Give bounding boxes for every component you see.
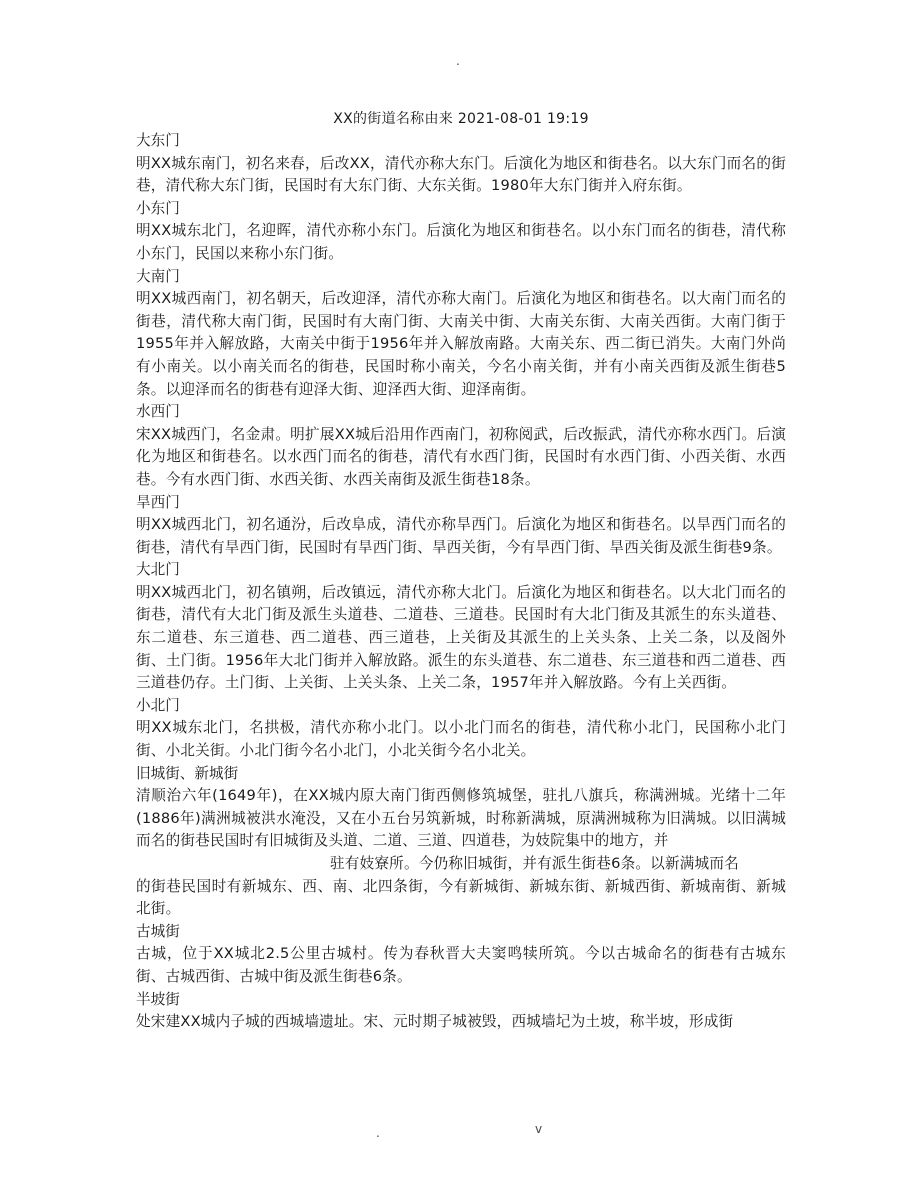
section-paragraph: 明XX城西北门，初名通汾，后改阜成，清代亦称旱西门。后演化为地区和街巷名。以旱西门而名的街巷，清代有旱西门街，民国时有旱西门街、旱西关街，今有旱西门街、旱西关街及派生街巷9条。 [136,516,786,556]
section-paragraph: 明XX城东北门，名拱极，清代亦称小北门。以小北门而名的街巷，清代称小北门，民国称小北门街、小北关街。小北门街今名小北门，小北关街今名小北关。 [136,719,786,760]
section-xiaobeimen [136,695,786,763]
section-paragraph: 明XX城东南门，初名来春，后改XX，清代亦称大东门。后演化为地区和街巷名。以大东门而名的街巷，清代称大东门街，民国时有大东门街、大东关街。1980年大东门街并入府东街。 [136,154,786,195]
footer-mark-right: v [535,1122,543,1136]
section-shuiximen [136,401,786,491]
section-paragraph: 清顺治六年(1649年)，在XX城内原大南门街西侧修筑城堡，驻扎八旗兵，称满洲城。光绪十二年(1886年)满洲城被洪水淹没，又在小五台另筑新城，时称新满城，原满洲城称为旧满城。以旧满城而名的街巷民国时有旧城街及头道、二道、三道、四道巷，为妓院集中的地方，并 [136,787,786,850]
section-paragraph: 明XX城西南门，初名朝天，后改迎泽，清代亦称大南门。后演化为地区和街巷名。以大南门而名的街巷，清代称大南门街，民国时有大南门街、大南关中街、大南关东街、大南关西街。大南门街于1955年并入解放路，大南关中街于1956年并入解放南路。大南关东、西二街已消失。大南门外尚有小南关。以小南关而名的街巷，民国时称小南关，今名小南关街，并有小南关西街及派生街巷5条。以迎泽而名的街巷有迎泽大街、迎泽西大街、迎泽南街。 [136,290,786,398]
document-body [136,108,786,1034]
section-hanximen [136,492,786,560]
section-heading: 大东门 [136,132,180,149]
section-paragraph-indented-line: 驻有妓寮所。今仍称旧城街，并有派生街巷6条。以新满城而名 [330,855,739,872]
section-dadongmen [136,130,786,198]
section-paragraph: 处宋建XX城内子城的西城墙遗址。宋、元时期子城被毁，西城墙圮为土坡，称半坡，形成街 [136,1013,734,1031]
section-banpojie [136,989,786,1034]
section-heading: 古城街 [136,922,180,940]
section-heading: 小东门 [136,199,180,217]
section-xiaodongmen [136,198,786,266]
footer-mark-left: . [376,1126,380,1140]
section-dananmen [136,266,786,402]
section-paragraph-tail: 的街巷民国时有新城东、西、南、北四条街，今有新城街、新城东街、新城西街、新城南街、新城北街。 [136,877,786,918]
section-heading: 大南门 [136,267,180,285]
section-heading: 旧城街、新城街 [136,764,239,782]
section-paragraph: 宋XX城西门，名金肃。明扩展XX城后沿用作西南门，初称阅武，后改振武，清代亦称水西门。后演化为地区和街巷名。以水西门而名的街巷，清代有水西门街，民国时有水西门街、小西关街、水西巷。今有水西门街、水西关街、水西关南街及派生街巷18条。 [136,425,786,488]
section-dabeimen [136,559,786,695]
document-title: XX的街道名称由来 2021-08-01 19:19 [333,111,589,127]
section-heading: 水西门 [136,403,180,421]
section-guchengjie [136,921,786,989]
section-jiuchengjie [136,763,786,921]
section-heading: 小北门 [136,696,180,714]
header-mark: . [456,54,460,68]
section-paragraph: 古城，位于XX城北2.5公里古城村。传为春秋晋大夫窦鸣犊所筑。今以古城命名的街巷有古城东街、古城西街、古城中街及派生街巷6条。 [136,945,786,985]
section-heading: 旱西门 [136,493,180,511]
section-heading: 半坡街 [136,990,180,1008]
section-heading: 大北门 [136,561,180,579]
section-paragraph: 明XX城东北门，名迎晖，清代亦称小东门。后演化为地区和街巷名。以小东门而名的街巷，清代称小东门，民国以来称小东门街。 [136,222,786,262]
section-paragraph: 明XX城西北门，初名镇朔，后改镇远，清代亦称大北门。后演化为地区和街巷名。以大北门而名的街巷，清代有大北门街及派生头道巷、二道巷、三道巷。民国时有大北门街及其派生的东头道巷、东二道巷、东三道巷、西二道巷、西三道巷，上关街及其派生的上关头条、上关二条，以及阁外街、土门街。1956年大北门街并入解放路。派生的东头道巷、东二道巷、东三道巷和西二道巷、西三道巷仍存。土门街、上关街、上关头条、上关二条，1957年并入解放路。今有上关西街。 [136,583,786,692]
